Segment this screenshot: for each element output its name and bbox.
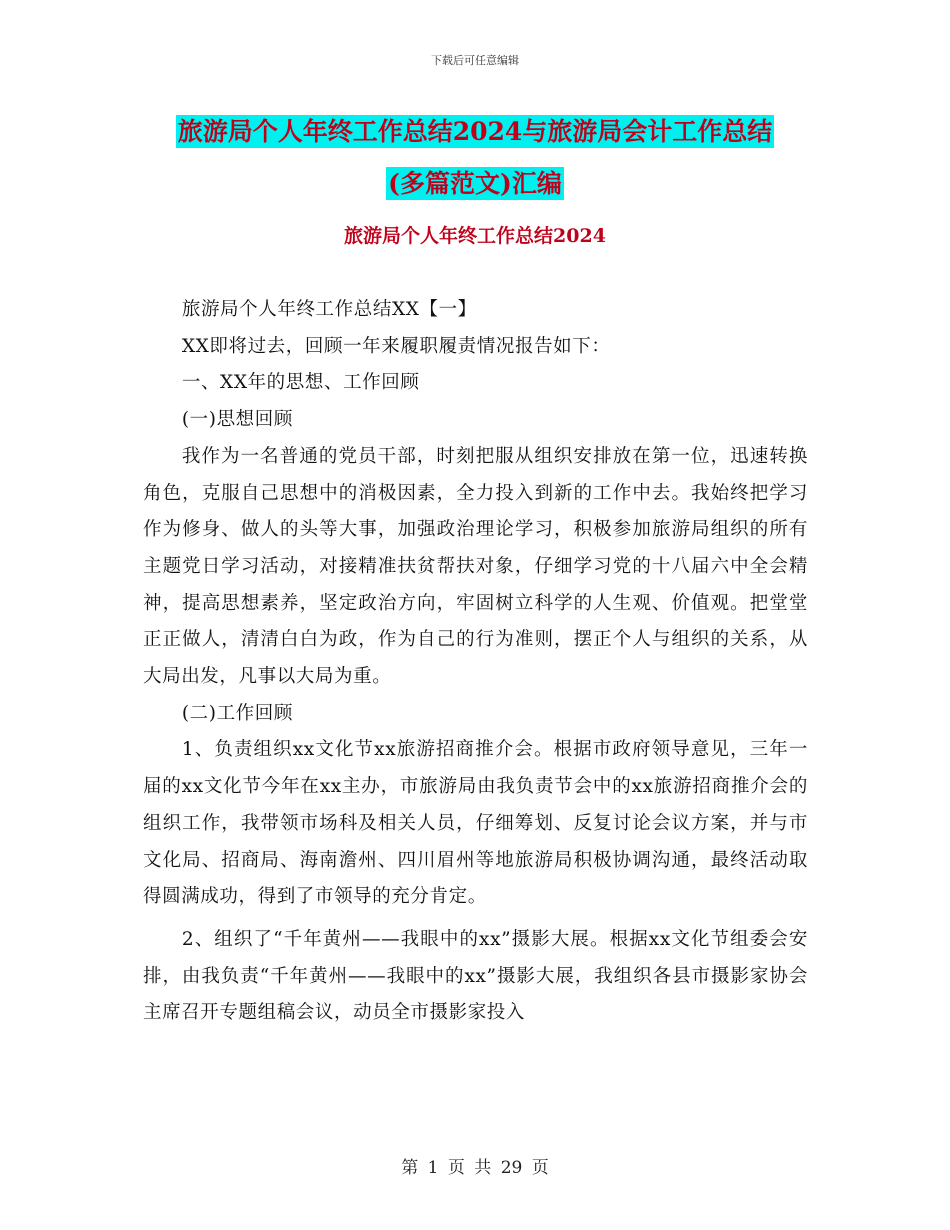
document-title-line-2: (多篇范文)汇编 xyxy=(388,169,562,198)
document-body xyxy=(143,292,808,1032)
page-footer: 第 1 页 共 29 页 xyxy=(401,1158,549,1178)
document-title-line-1: 旅游局个人年终工作总结2024与旅游局会计工作总结 xyxy=(177,117,773,146)
header-note: 下载后可任意编辑 xyxy=(431,54,519,67)
paragraph-work-1: 1、负责组织xx文化节xx旅游招商推介会。根据市政府领导意见，三年一届的xx文化节今年在xx主办，市旅游局由我负责节会中的xx旅游招商推介会的组织工作，我带领市场科及相关人员，仔细筹划、反复讨论会议方案，并与市文化局、招商局、海南澹州、四川眉州等地旅游局积极协调沟通，最终活动取得圆满成功，得到了市领导的充分肯定。 xyxy=(143,739,808,908)
paragraph-thought: 我作为一名普通的党员干部，时刻把服从组织安排放在第一位，迅速转换角色，克服自己思想中的消极因素，全力投入到新的工作中去。我始终把学习作为修身、做人的头等大事，加强政治理论学习，积极参加旅游局组织的所有主题党日学习活动，对接精准扶贫帮扶对象，仔细学习党的十八届六中全会精神，提高思想素养，坚定政治方向，牢固树立科学的人生观、价值观。把堂堂正正做人，清清白白为政，作为自己的行为准则，摆正个人与组织的关系，从大局出发，凡事以大局为重。 xyxy=(143,445,808,688)
heading-review: 一、XX年的思想、工作回顾 xyxy=(181,372,420,394)
heading-thought-review: (一)思想回顾 xyxy=(181,409,293,431)
heading-work-review: (二)工作回顾 xyxy=(181,702,293,724)
paragraph-subtitle: 旅游局个人年终工作总结XX【一】 xyxy=(181,299,477,320)
paragraph-work-2: 2、组织了“千年黄州——我眼中的xx”摄影大展。根据xx文化节组委会安排，由我负责“千年黄州——我眼中的xx”摄影大展，我组织各县市摄影家协会主席召开专题组稿会议，动员全市摄影家投入 xyxy=(143,928,808,1024)
document-title xyxy=(130,106,820,210)
section-title: 旅游局个人年终工作总结2024 xyxy=(344,225,606,247)
paragraph-intro: XX即将过去，回顾一年来履职履责情况报告如下： xyxy=(181,335,611,357)
